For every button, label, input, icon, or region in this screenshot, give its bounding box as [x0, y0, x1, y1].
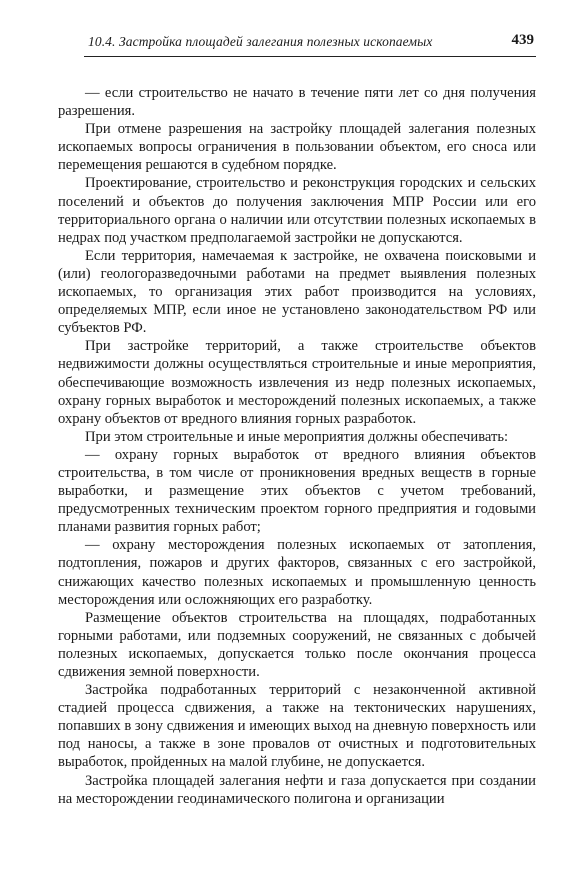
paragraph: При застройке территорий, а также строительстве объектов недвижимости должны осуществляться строительные и иные мероприятия, обеспечивающие возможность извлечения из недр полезных ископаемых, охрану горных выработок и месторождений полезных ископаемых, а также охрану объектов от вредного влияния горных разработок. [58, 338, 536, 427]
page-number: 439 [511, 32, 534, 48]
book-page [58, 28, 536, 808]
running-title: 10.4. Застройка площадей залегания полезных ископаемых [88, 34, 433, 49]
list-item: — охрану горных выработок от вредного влияния объектов строительства, в том числе от проникновения вредных веществ в горные выработки, и размещение этих объектов с учетом требований, предусмотренных техническим проектом горного предприятия и годовыми планами развития горных работ; [58, 446, 536, 536]
paragraph: При отмене разрешения на застройку площадей залегания полезных ископаемых вопросы ограничения в пользовании объектом, его сноса или перемещения решаются в судебном порядке. [58, 121, 536, 174]
paragraph: — если строительство не начато в течение пяти лет со дня получения разрешения. [58, 85, 536, 120]
running-header [84, 28, 536, 57]
paragraph: Застройка подработанных территорий с незаконченной активной стадией процесса сдвижения, а также на тектонических нарушениях, попавших в зону сдвижения и имеющих выход на дневную поверхность или под наносы, а также в зоне провалов от очистных и подготовительных выработок, пройденных на малой глубине, не допускается. [58, 682, 536, 771]
paragraph: Проектирование, строительство и реконструкция городских и сельских поселений и объектов до получения заключения МПР России или его территориального органа о наличии или отсутствии полезных ископаемых в недрах под участком предполагаемой застройки не допускаются. [58, 175, 536, 246]
list-item: — охрану месторождения полезных ископаемых от затопления, подтопления, пожаров и других факторов, связанных с его застройкой, снижающих качество полезных ископаемых и промышленную ценность месторождения или осложняющих его разработку. [58, 537, 536, 608]
paragraph: Застройка площадей залегания нефти и газа допускается при создании на месторождении геодинамического полигона и организации [58, 772, 536, 807]
paragraph: Если территория, намечаемая к застройке, не охвачена поисковыми и (или) геологоразведочными работами на предмет выявления полезных ископаемых, то организация этих работ производится на условиях, определяемых МПР, если иное не установлено законодательством РФ или субъектов РФ. [58, 247, 536, 337]
body-text [58, 84, 536, 808]
paragraph: Размещение объектов строительства на площадях, подработанных горными работами, или подземных сооружений, не связанных с добычей полезных ископаемых, допускается только после окончания процесса сдвижения земной поверхности. [58, 609, 536, 680]
paragraph: При этом строительные и иные мероприятия должны обеспечивать: [85, 428, 509, 445]
